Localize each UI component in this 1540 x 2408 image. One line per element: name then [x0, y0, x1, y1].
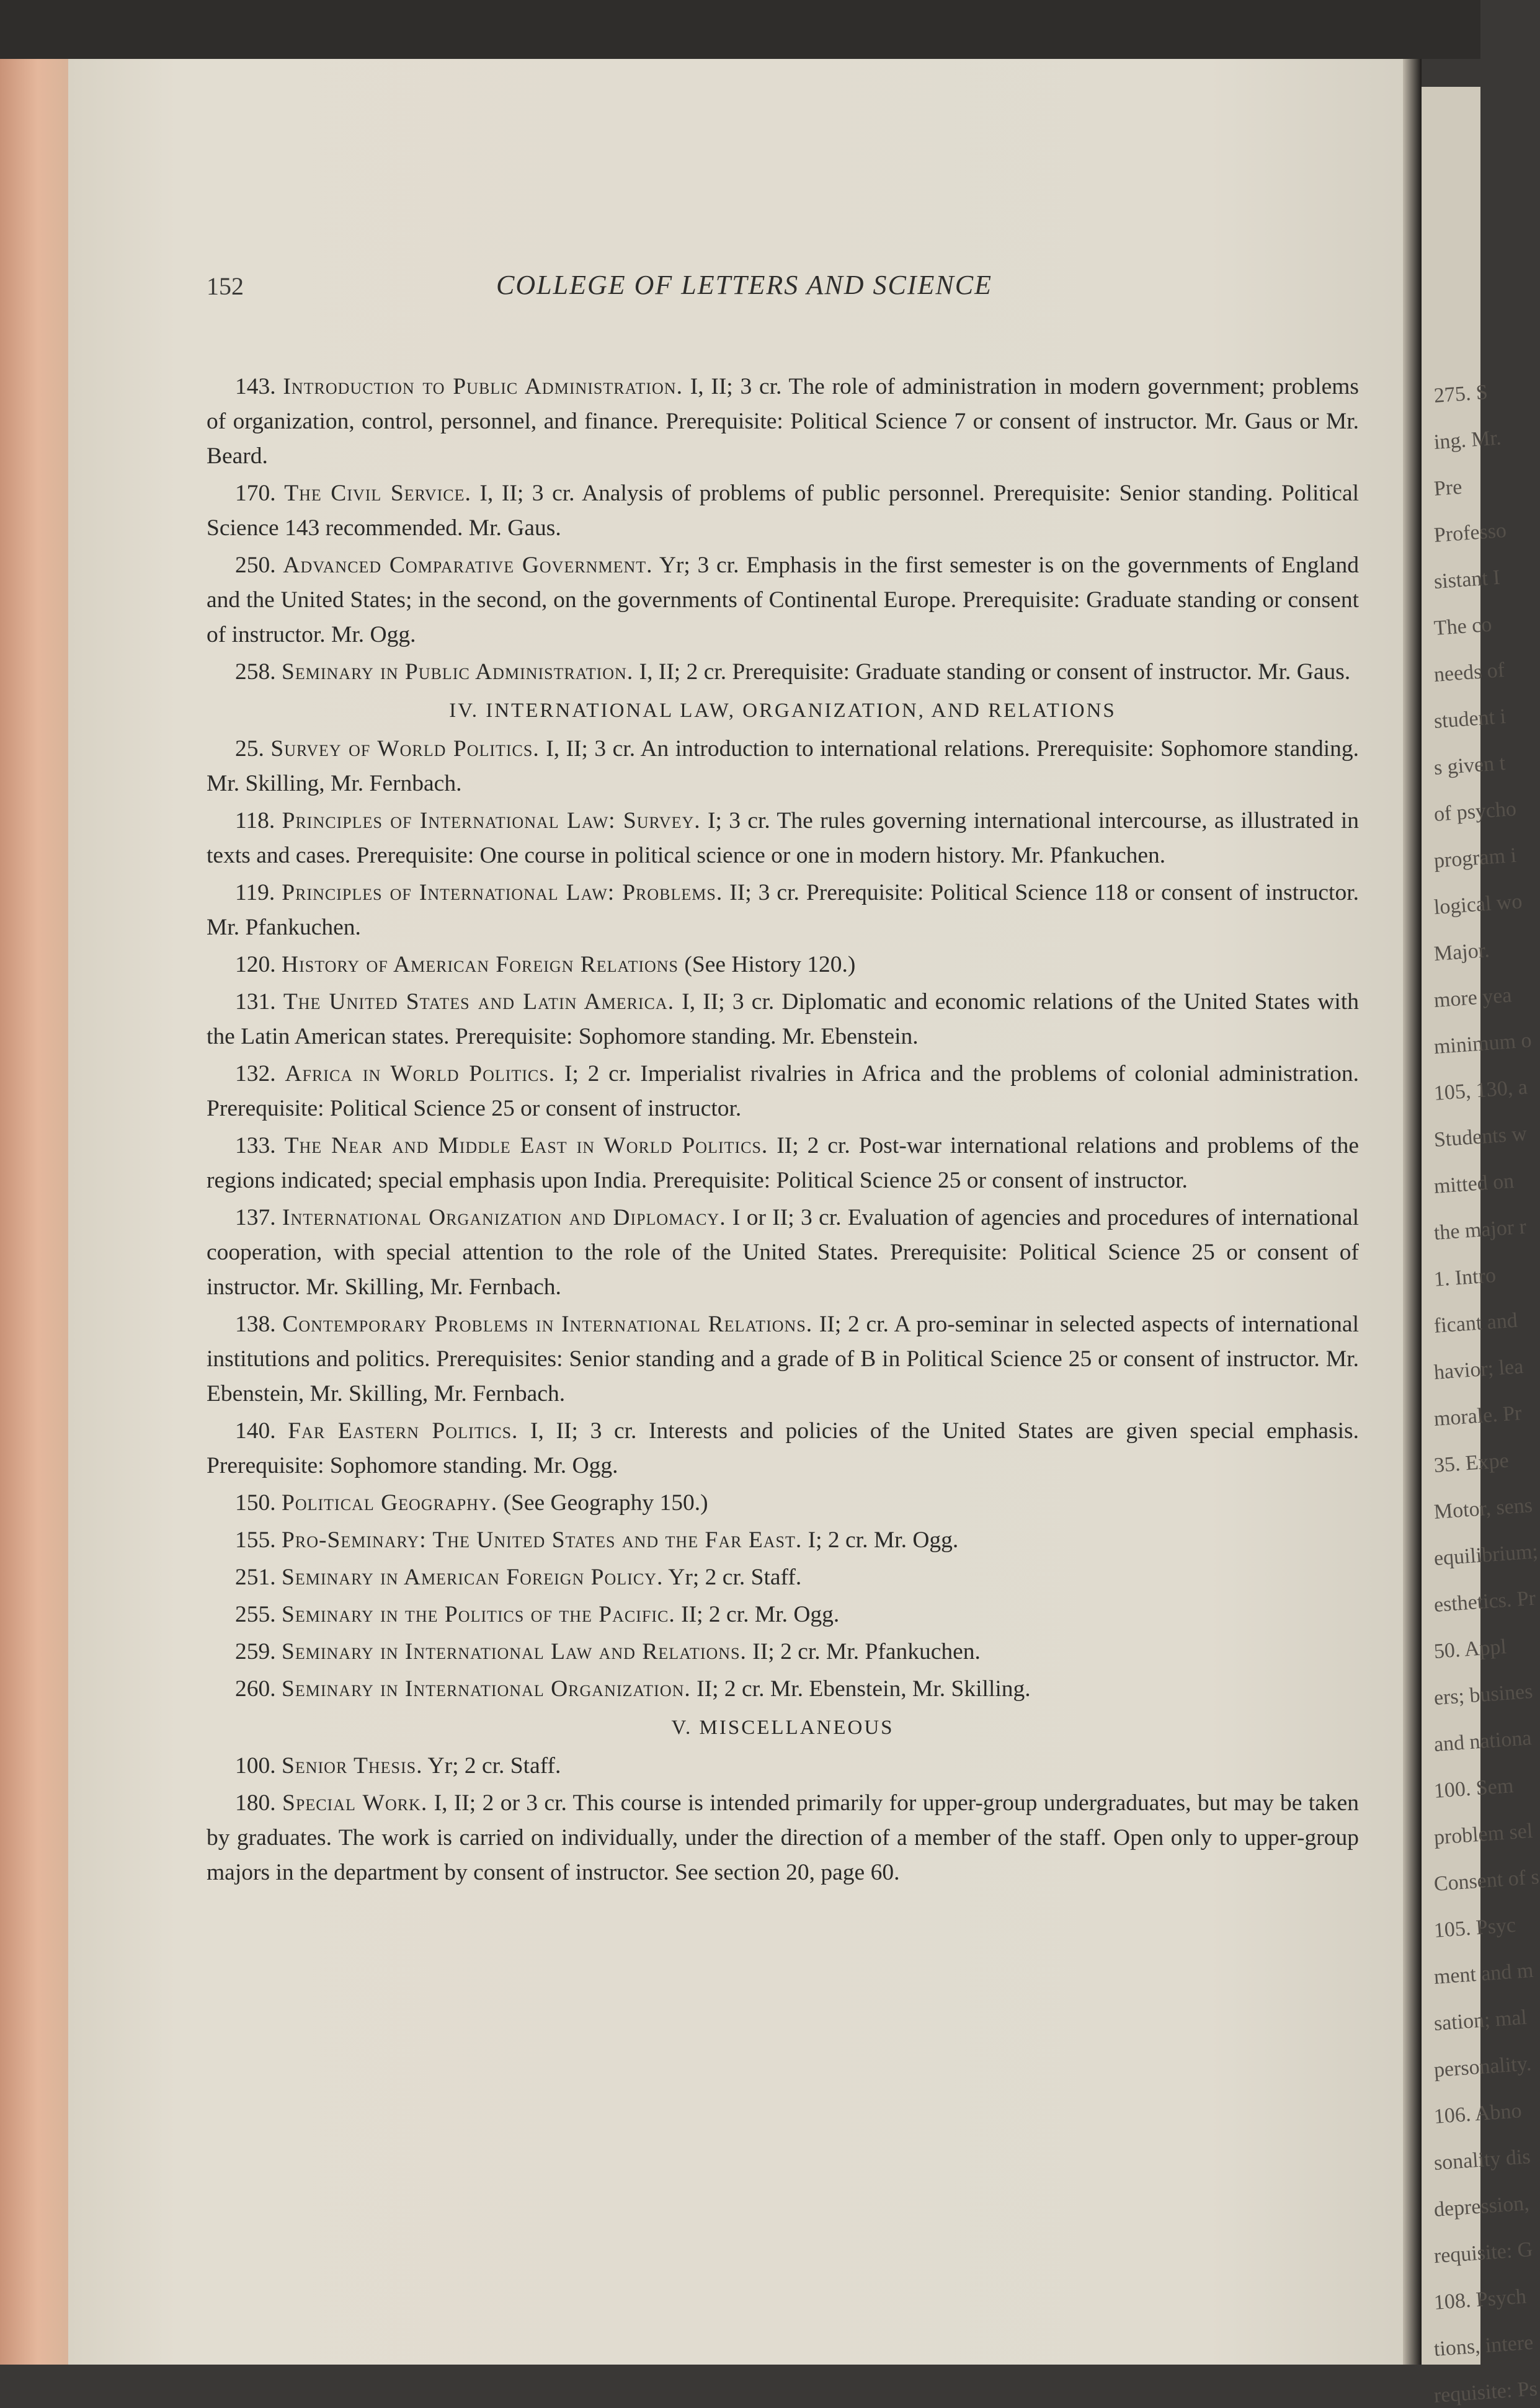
facing-page-text: morale. Pr — [1433, 1402, 1523, 1431]
course-number: 131. — [235, 989, 276, 1015]
facing-page-text: logical wo — [1433, 890, 1523, 919]
facing-page-text: sistant I — [1433, 566, 1501, 593]
facing-page-text: tions, intere — [1433, 2330, 1534, 2361]
course-entry — [207, 655, 1359, 690]
course-entry — [207, 1560, 1359, 1595]
course-number: 180. — [235, 1790, 276, 1816]
page-number: 152 — [207, 272, 244, 300]
course-number: 138. — [235, 1312, 276, 1337]
facing-page-text: 100. Sem — [1433, 1774, 1515, 1803]
course-number: 137. — [235, 1205, 276, 1230]
facing-page-text: 275. S — [1433, 380, 1489, 407]
facing-page-text: more yea — [1433, 984, 1513, 1012]
course-number: 255. — [235, 1602, 276, 1627]
course-title: The United States and Latin America. — [283, 989, 675, 1015]
facing-page-text: esthetics. Pr — [1433, 1586, 1537, 1617]
course-description: I, II; 3 cr. An introduction to international relations. Prerequisite: Sophomore standing. Mr. Skilling, Mr. Fernbach. — [207, 736, 1360, 796]
course-description: II; 2 cr. A pro-seminar in selected aspects of international institutions and politics. Prerequisites: Senior standing and a grade of B in Political Science 25 or consent of instructor. Mr. Ebenstein, Mr. Skilling, Mr. Fernbach. — [207, 1312, 1359, 1406]
course-title: Introduction to Public Administration. — [283, 374, 683, 399]
course-description: II; 2 cr. Mr. Ogg. — [675, 1602, 840, 1627]
course-title: Political Geography. — [282, 1490, 498, 1516]
facing-page-text: s given t — [1433, 752, 1507, 780]
section-heading: IV. INTERNATIONAL LAW, ORGANIZATION, AND RELATIONS — [449, 700, 1116, 722]
facing-page-text: havior; lea — [1433, 1354, 1524, 1384]
course-entry — [207, 1523, 1359, 1558]
course-description: I, II; 3 cr. Diplomatic and economic relations of the United States with the Latin American states. Prerequisite: Sophomore standing. Mr. Ebenstein. — [207, 989, 1359, 1049]
course-description: I, II; 3 cr. Interests and policies of the United States are given special emphasis. Prerequisite: Sophomore standing. Mr. Ogg. — [207, 1418, 1359, 1478]
course-title: The Civil Service. — [284, 481, 471, 506]
course-entry — [207, 370, 1359, 474]
facing-page-text: ficant and — [1433, 1308, 1518, 1338]
course-entry — [207, 1635, 1359, 1669]
course-entry — [207, 1486, 1359, 1521]
course-title: Advanced Comparative Government. — [283, 553, 653, 578]
course-title: Far Eastern Politics. — [288, 1418, 519, 1444]
course-description: (See History 120.) — [679, 952, 856, 977]
page-body — [207, 370, 1359, 1893]
facing-page-text: ing. Mr. — [1433, 426, 1502, 454]
facing-page-text: 50. Appl — [1433, 1635, 1508, 1663]
course-title: Seminary in International Organization. — [282, 1676, 691, 1702]
course-number: 132. — [235, 1061, 276, 1086]
facing-page-text: requisite: G — [1433, 2237, 1534, 2268]
course-number: 258. — [235, 659, 276, 685]
course-description: Yr; 2 cr. Staff. — [422, 1753, 561, 1779]
course-number: 25. — [235, 736, 264, 762]
scan-top-band — [0, 0, 1480, 59]
course-title: Senior Thesis. — [282, 1753, 423, 1779]
course-number: 118. — [235, 808, 275, 833]
course-title: Principles of International Law: Survey. — [282, 808, 701, 833]
course-number: 250. — [235, 553, 276, 578]
course-title: Seminary in the Politics of the Pacific. — [282, 1602, 675, 1627]
course-title: Seminary in International Law and Relations. — [282, 1639, 747, 1664]
facing-page-text: Students w — [1433, 1122, 1528, 1152]
facing-page-text: Major. — [1433, 938, 1490, 966]
facing-page-text: Consent of s — [1433, 1865, 1540, 1896]
course-title: Seminary in American Foreign Policy. — [282, 1565, 664, 1590]
course-entry — [207, 876, 1359, 945]
facing-page-text: and nationa — [1433, 1726, 1533, 1756]
course-number: 170. — [235, 481, 276, 506]
course-description: II; 3 cr. Prerequisite: Political Science 118 or consent of instructor. Mr. Pfankuchen. — [207, 880, 1360, 940]
course-title: Pro-Seminary: The United States and the Far East. — [282, 1527, 803, 1553]
section-heading: V. MISCELLANEOUS — [671, 1717, 894, 1739]
course-entry — [207, 1672, 1359, 1707]
course-description: II; 2 cr. Mr. Pfankuchen. — [746, 1639, 981, 1664]
facing-page-text: program i — [1433, 843, 1518, 873]
course-entry — [207, 948, 1359, 982]
course-description: (See Geography 150.) — [497, 1490, 708, 1516]
facing-page-text: student i — [1433, 704, 1507, 733]
spine-shadow — [1403, 59, 1422, 2365]
facing-page-text: 106. Abno — [1433, 2099, 1523, 2128]
facing-page-text: Professo — [1433, 518, 1508, 547]
course-entry — [207, 1786, 1359, 1890]
facing-page-text: the major r — [1433, 1215, 1528, 1245]
course-number: 119. — [235, 880, 275, 905]
course-entry — [207, 476, 1359, 546]
course-description: I, II; 2 or 3 cr. This course is intended primarily for upper-group undergraduates, but may be taken by graduates. The work is carried on individually, under the direction of a member of the staff. Open only to upper-group majors in the department by consent of instructor. See section 20, page 60. — [207, 1790, 1360, 1885]
course-description: II; 2 cr. Mr. Ebenstein, Mr. Skilling. — [690, 1676, 1031, 1702]
course-number: 140. — [235, 1418, 276, 1444]
course-description: II; 2 cr. Post-war international relations and problems of the regions indicated; special emphasis upon India. Prerequisite: Political Science 25 or consent of instructor. — [207, 1133, 1359, 1193]
facing-page-text: 105, 130, a — [1433, 1075, 1528, 1105]
course-title: Principles of International Law: Problems. — [282, 880, 723, 905]
facing-page-text: Pre — [1433, 475, 1463, 500]
course-title: Survey of World Politics. — [270, 736, 540, 762]
facing-page-text: of psycho — [1433, 797, 1518, 826]
course-number: 150. — [235, 1490, 276, 1516]
course-description: I; 3 cr. The rules governing international intercourse, as illustrated in texts and cases. Prerequisite: One course in political science or one in modern history. Mr. Pfankuchen. — [207, 808, 1359, 868]
facing-page-text: equilibrium; — [1433, 1540, 1539, 1570]
course-title: Africa in World Politics. — [285, 1061, 556, 1086]
running-head: COLLEGE OF LETTERS AND SCIENCE — [496, 270, 992, 300]
course-number: 259. — [235, 1639, 276, 1664]
facing-page-text: The co — [1433, 613, 1493, 640]
facing-page-text: depression, — [1433, 2192, 1530, 2221]
course-description: I, II; 3 cr. The role of administration in modern government; problems of organization, control, personnel, and finance. Prerequisite: Political Science 7 or consent of instructor. Mr. Gaus or Mr. Beard. — [207, 374, 1359, 469]
facing-page-text: needs of — [1433, 659, 1506, 686]
facing-page-text: 35. Expe — [1433, 1449, 1510, 1477]
facing-page-text: sation; mal — [1433, 2006, 1528, 2035]
course-title: Special Work. — [282, 1790, 428, 1816]
course-title: International Organization and Diplomacy. — [282, 1205, 726, 1230]
book-page-edges — [0, 59, 68, 2365]
course-entry — [207, 1749, 1359, 1784]
course-number: 143. — [235, 374, 276, 399]
facing-page-text: ers; busines — [1433, 1679, 1534, 1710]
facing-page-text: 108. Psych — [1433, 2285, 1528, 2314]
facing-page-text: personality. — [1433, 2052, 1533, 2082]
course-entry — [207, 548, 1359, 652]
course-description: I; 2 cr. Imperialist rivalries in Africa and the problems of colonial administration. Prerequisite: Political Science 25 or consent of instructor. — [207, 1061, 1359, 1121]
course-entry — [207, 1307, 1359, 1411]
course-number: 155. — [235, 1527, 276, 1553]
course-entry — [207, 1129, 1359, 1198]
facing-page-text: 1. Intro — [1433, 1264, 1497, 1291]
course-title: The Near and Middle East in World Politics. — [284, 1133, 768, 1158]
course-description: Yr; 3 cr. Emphasis in the first semester is on the governments of England and the United States; in the second, on the governments of Continental Europe. Prerequisite: Graduate standing or consent of instructor. Mr. Ogg. — [207, 553, 1360, 647]
facing-page-text: problem sel — [1433, 1819, 1534, 1849]
course-number: 251. — [235, 1565, 276, 1590]
course-entry — [207, 1057, 1359, 1126]
course-entry — [207, 804, 1359, 873]
course-number: 133. — [235, 1133, 276, 1158]
facing-page-text: 105. Psyc — [1433, 1913, 1517, 1942]
facing-page-text: mitted on — [1433, 1170, 1515, 1198]
course-entry — [207, 1414, 1359, 1483]
course-description: I, II; 2 cr. Prerequisite: Graduate standing or consent of instructor. Mr. Gaus. — [633, 659, 1351, 685]
course-number: 260. — [235, 1676, 276, 1702]
facing-page-text: ment and m — [1433, 1958, 1534, 1989]
facing-page-text: sonality dis — [1433, 2145, 1531, 2175]
course-entry — [207, 732, 1359, 801]
course-description: I, II; 3 cr. Analysis of problems of public personnel. Prerequisite: Senior standing. Political Science 143 recommended. Mr. Gaus. — [207, 481, 1360, 541]
course-number: 120. — [235, 952, 276, 977]
course-entry — [207, 985, 1359, 1054]
course-number: 100. — [235, 1753, 276, 1779]
course-entry — [207, 1201, 1359, 1305]
facing-page-fragment — [1422, 87, 1540, 2407]
course-title: Seminary in Public Administration. — [282, 659, 634, 685]
course-description: I or II; 3 cr. Evaluation of agencies and procedures of international cooperation, with special attention to the role of the United States. Prerequisite: Political Science 25 or consent of instructor. Mr. Skilling, Mr. Fernbach. — [207, 1205, 1360, 1300]
facing-page-text: minimum o — [1433, 1029, 1533, 1059]
facing-page-text: Motor, sens — [1433, 1493, 1534, 1524]
course-title: Contemporary Problems in International Relations. — [282, 1312, 813, 1337]
facing-page-text: requisite: Ps — [1433, 2377, 1539, 2407]
course-entry — [207, 1597, 1359, 1632]
course-title: History of American Foreign Relations — [282, 952, 679, 977]
course-description: Yr; 2 cr. Staff. — [663, 1565, 802, 1590]
course-description: I; 2 cr. Mr. Ogg. — [802, 1527, 959, 1553]
